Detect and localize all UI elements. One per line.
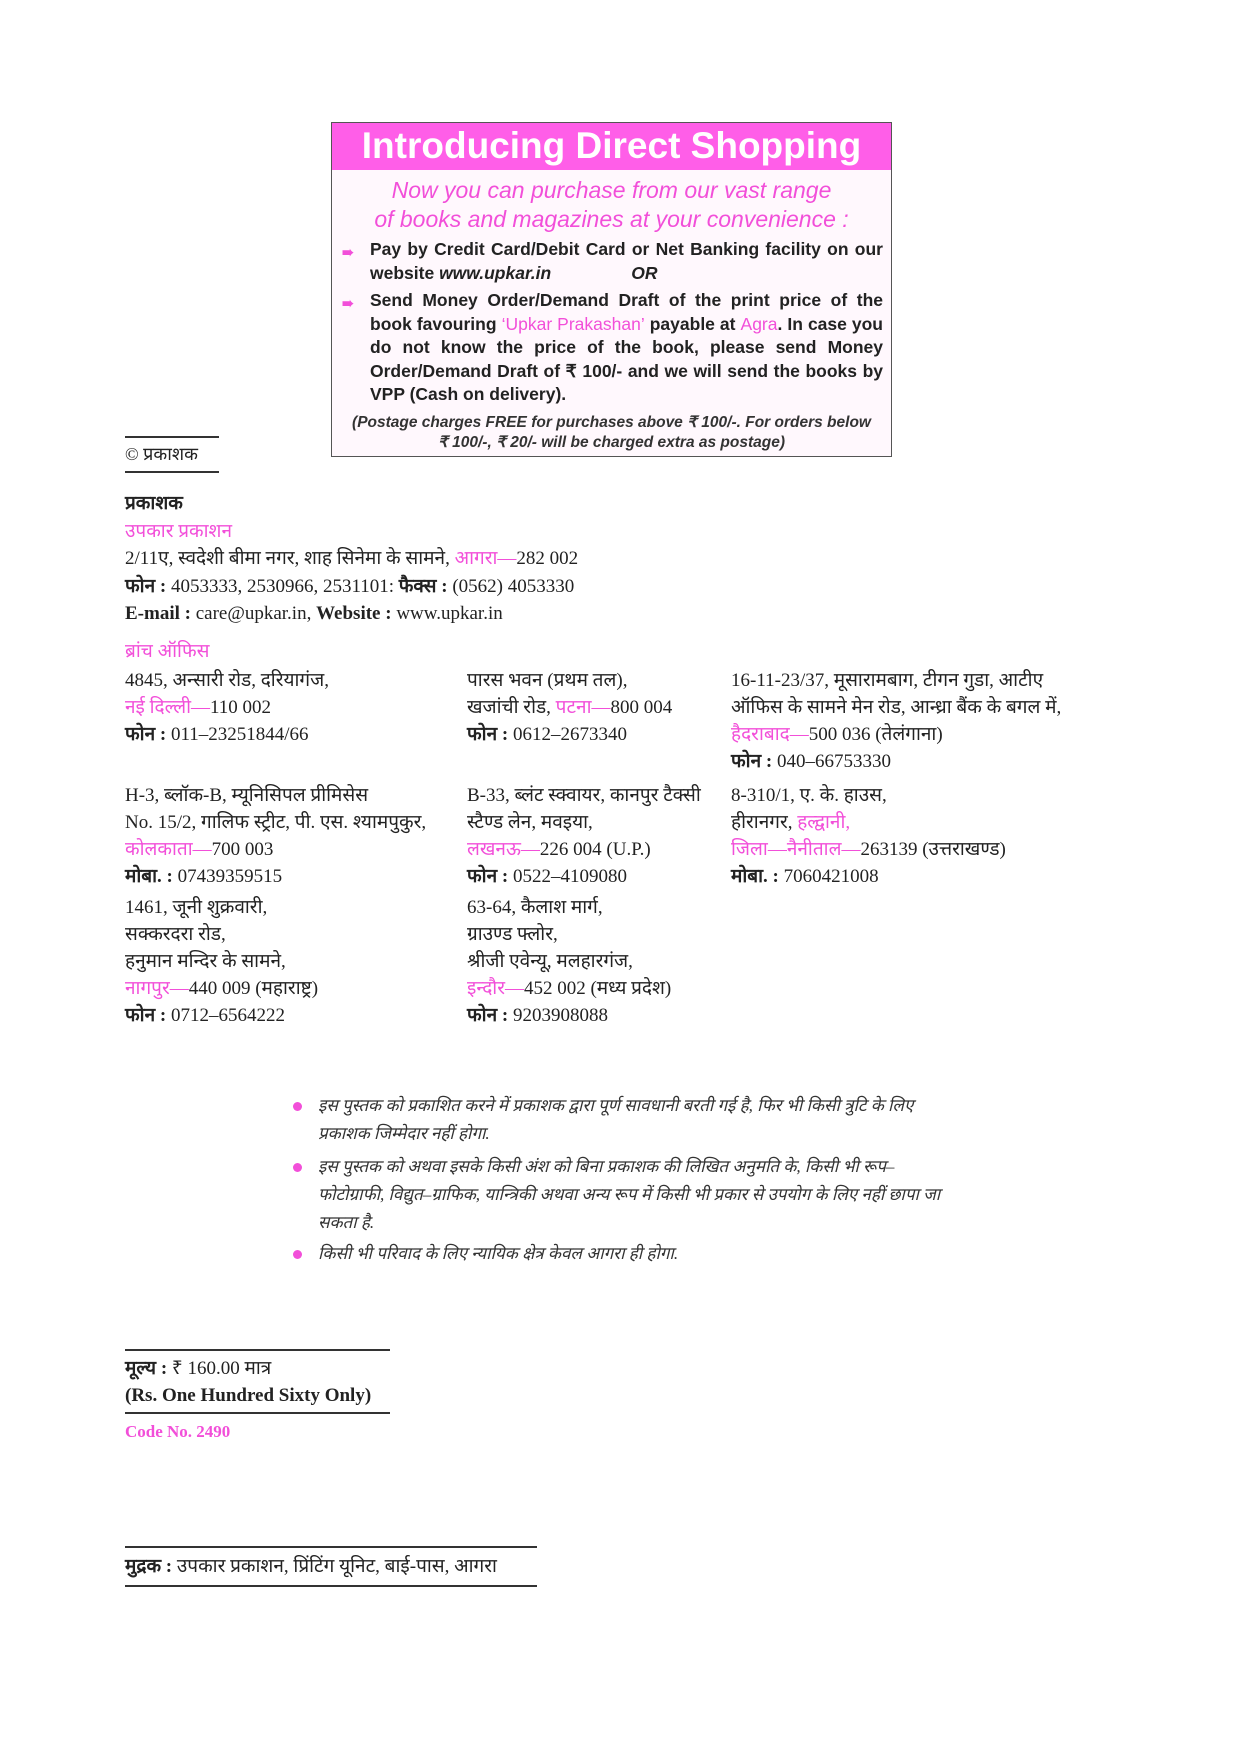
bullet-text: . In case you do not know the price of the book, please send Money Order/Demand Draft of ₹ 100/- and we will send the books by VPP (Cash on delivery). [370,313,884,404]
branch-office [467,782,701,890]
city-line [467,836,701,863]
postage-note [332,413,891,453]
city: इन्दौर— [467,978,524,999]
price-words: (Rs. One Hundred Sixty Only) [125,1385,372,1406]
bullet-text: Send Money Order/Demand Draft of the print price of the book favouring [370,290,883,334]
postage-line: (Postage charges FREE for purchases above ₹ 100/-. For orders below [352,413,871,431]
phone-line [731,863,1006,890]
phone-line [731,748,1061,775]
note-text: किसी भी परिवाद के लिए न्यायिक क्षेत्र केवल आगरा ही होगा. [318,1244,679,1263]
city: लखनऊ— [467,839,540,860]
phone-label: फोन : [467,1005,509,1026]
fax: (0562) 4053330 [447,575,575,597]
branch-heading: ब्रांच ऑफिस [125,640,210,662]
pin: 110 002 [210,697,272,718]
phone: 0522–4109080 [508,866,627,887]
city: हल्द्वानी, [797,812,851,833]
phone: 0712–6564222 [166,1005,285,1026]
publisher-block [125,490,578,665]
email[interactable]: care@upkar.in, [190,603,317,624]
branch-office [467,667,672,748]
pin: 800 004 [610,697,673,718]
bullet-text: Pay by Credit Card/Debit Card or Net Banking facility on our website [370,239,883,283]
divider [125,1546,537,1548]
phone: 4053333, 2530966, 2531101: [166,575,399,597]
label: E-mail : [125,603,191,624]
address-text: खजांची रोड, [467,697,556,718]
payee-city: Agra [740,313,778,334]
city-line [731,836,1006,863]
city: पटना— [555,697,611,718]
or-text: OR [631,262,658,283]
pin: 282 002 [516,548,579,569]
phone-line [125,863,426,890]
city-line [467,694,672,721]
address-line: स्टैण्ड लेन, मवइया, [467,812,593,833]
pin: 452 002 (मध्य प्रदेश) [523,978,672,999]
address-line: हनुमान मन्दिर के सामने, [125,951,286,972]
phone-label: फोन : [467,724,509,745]
ad-subtitle [332,176,891,234]
bullet-text: payable at [644,313,741,334]
branch-office [125,894,318,1029]
pin: 500 036 (तेलंगाना) [808,724,943,745]
publisher-heading: प्रकाशक [125,493,183,514]
city-line [731,721,1061,748]
address-line: No. 15/2, गालिफ स्ट्रीट, पी. एस. श्यामपुकुर, [125,812,427,833]
phone-label: फोन : [467,866,509,887]
phone-line [467,1002,671,1029]
direct-shopping-ad [331,122,892,457]
note [318,1092,958,1148]
bullet-icon [293,1102,302,1111]
phone-line [467,863,701,890]
address-line: B-33, ब्लंट स्क्वायर, कानपुर टैक्सी [467,785,701,806]
price-block [125,1355,371,1409]
note-text: इस पुस्तक को अथवा इसके किसी अंश को बिना प्रकाशक की लिखित अनुमति के, किसी भी रूप–फोटोग्राफी, विद्युत–ग्राफिक, यान्त्रिकी अथवा अन्य रूप में किसी भी प्रकार से उपयोग के लिए नहीं छापा जा सकता है. [318,1157,941,1232]
bullet-icon [293,1250,302,1259]
address-line [731,809,1006,836]
city-line [125,836,426,863]
city: कोलकाता— [125,839,212,860]
postage-line: ₹ 100/-, ₹ 20/- will be charged extra as postage) [437,433,786,451]
divider [125,436,219,438]
phone-label: फोन : [731,751,773,772]
city-line [125,694,329,721]
phone-line [467,721,672,748]
branch-office [731,782,1006,890]
label: फैक्स : [398,575,448,597]
phone: 9203908088 [508,1005,608,1026]
code-number: Code No. 2490 [125,1422,231,1441]
bullet-icon [293,1163,302,1172]
divider [125,471,219,473]
address-line: 4845, अन्सारी रोड, दरियागंज, [125,670,329,691]
phone-label: फोन : [125,1005,167,1026]
address-line: ऑफिस के सामने मेन रोड, आन्ध्रा बैंक के बगल में, [731,697,1062,718]
arrow-icon: ➠ [342,295,354,311]
address-line: पारस भवन (प्रथम तल), [467,670,628,691]
publisher-address [125,545,578,573]
branch-office [125,782,426,890]
phone-line [125,721,329,748]
address-line: H-3, ब्लॉक-B, म्यूनिसिपल प्रीमिसेस [125,785,369,806]
ad-title: Introducing Direct Shopping [332,123,891,170]
city: नई दिल्ली— [125,697,211,718]
phone-label: फोन : [125,724,167,745]
price-value: ₹ 160.00 मात्र [167,1358,272,1379]
phone-line [125,1002,318,1029]
city: हैदराबाद— [731,724,809,745]
address-text: 2/11ए, स्वदेशी बीमा नगर, शाह सिनेमा के सामने, [125,548,455,569]
city: जिला—नैनीताल— [731,839,861,860]
payee-name: ‘Upkar Prakashan’ [501,313,645,334]
phone-label: मोबा. : [731,866,779,887]
branch-office [125,667,329,748]
phone: 011–23251844/66 [166,724,309,745]
branch-office [731,667,1061,775]
ad-bullet-online [332,238,891,285]
note [318,1240,958,1268]
phone: 0612–2673340 [508,724,627,745]
phone: 07439359515 [172,866,283,887]
city-line [125,975,318,1002]
arrow-icon: ➠ [342,244,354,260]
city: आगरा— [454,548,517,569]
printer [125,1552,497,1578]
publisher-contact [125,600,578,628]
note [318,1153,958,1237]
pin: 226 004 (U.P.) [539,839,651,860]
address-line: 8-310/1, ए. के. हाउस, [731,785,887,806]
address-line: 16-11-23/37, मूसारामबाग, टीगन गुडा, आटीए [731,670,1044,691]
address-line: श्रीजी एवेन्यू, मलहारगंज, [467,951,633,972]
divider [125,1585,537,1587]
phone: 040–66753330 [772,751,891,772]
city-line [467,975,671,1002]
address-text: हीरानगर, [731,812,798,833]
pin: 440 009 (महाराष्ट्र) [188,978,319,999]
printer-value: उपकार प्रकाशन, प्रिंटिंग यूनिट, बाई-पास, आगरा [172,1556,497,1577]
address-line: 63-64, कैलाश मार्ग, [467,897,603,918]
pin: 700 003 [211,839,274,860]
printer-label: मुद्रक : [125,1556,173,1577]
note-text: इस पुस्तक को प्रकाशित करने में प्रकाशक द्वारा पूर्ण सावधानी बरती गई है, फिर भी किसी त्रुटि के लिए प्रकाशक जिम्मेदार नहीं होगा. [318,1096,914,1143]
price-label: मूल्य : [125,1358,168,1379]
address-line: 1461, जूनी शुक्रवारी, [125,897,268,918]
publisher-phone [125,573,578,601]
website-link[interactable]: www.upkar.in [439,262,552,283]
city: नागपुर— [125,978,189,999]
address-line: ग्राउण्ड फ्लोर, [467,924,558,945]
phone: 7060421008 [778,866,879,887]
address-line: सक्करदरा रोड, [125,924,226,945]
label: फोन : [125,575,167,597]
divider [125,1412,390,1414]
website[interactable]: www.upkar.in [391,603,503,624]
ad-subtitle-line: of books and magazines at your convenience : [374,206,849,232]
label: Website : [316,603,392,624]
ad-bullet-money-order [332,289,891,407]
pin: 263139 (उत्तराखण्ड) [860,839,1006,860]
copyright: © प्रकाशक [125,444,198,464]
divider [125,1349,390,1351]
branch-office [467,894,671,1029]
ad-subtitle-line: Now you can purchase from our vast range [391,177,832,203]
phone-label: मोबा. : [125,866,173,887]
publisher-name: उपकार प्रकाशन [125,520,233,542]
